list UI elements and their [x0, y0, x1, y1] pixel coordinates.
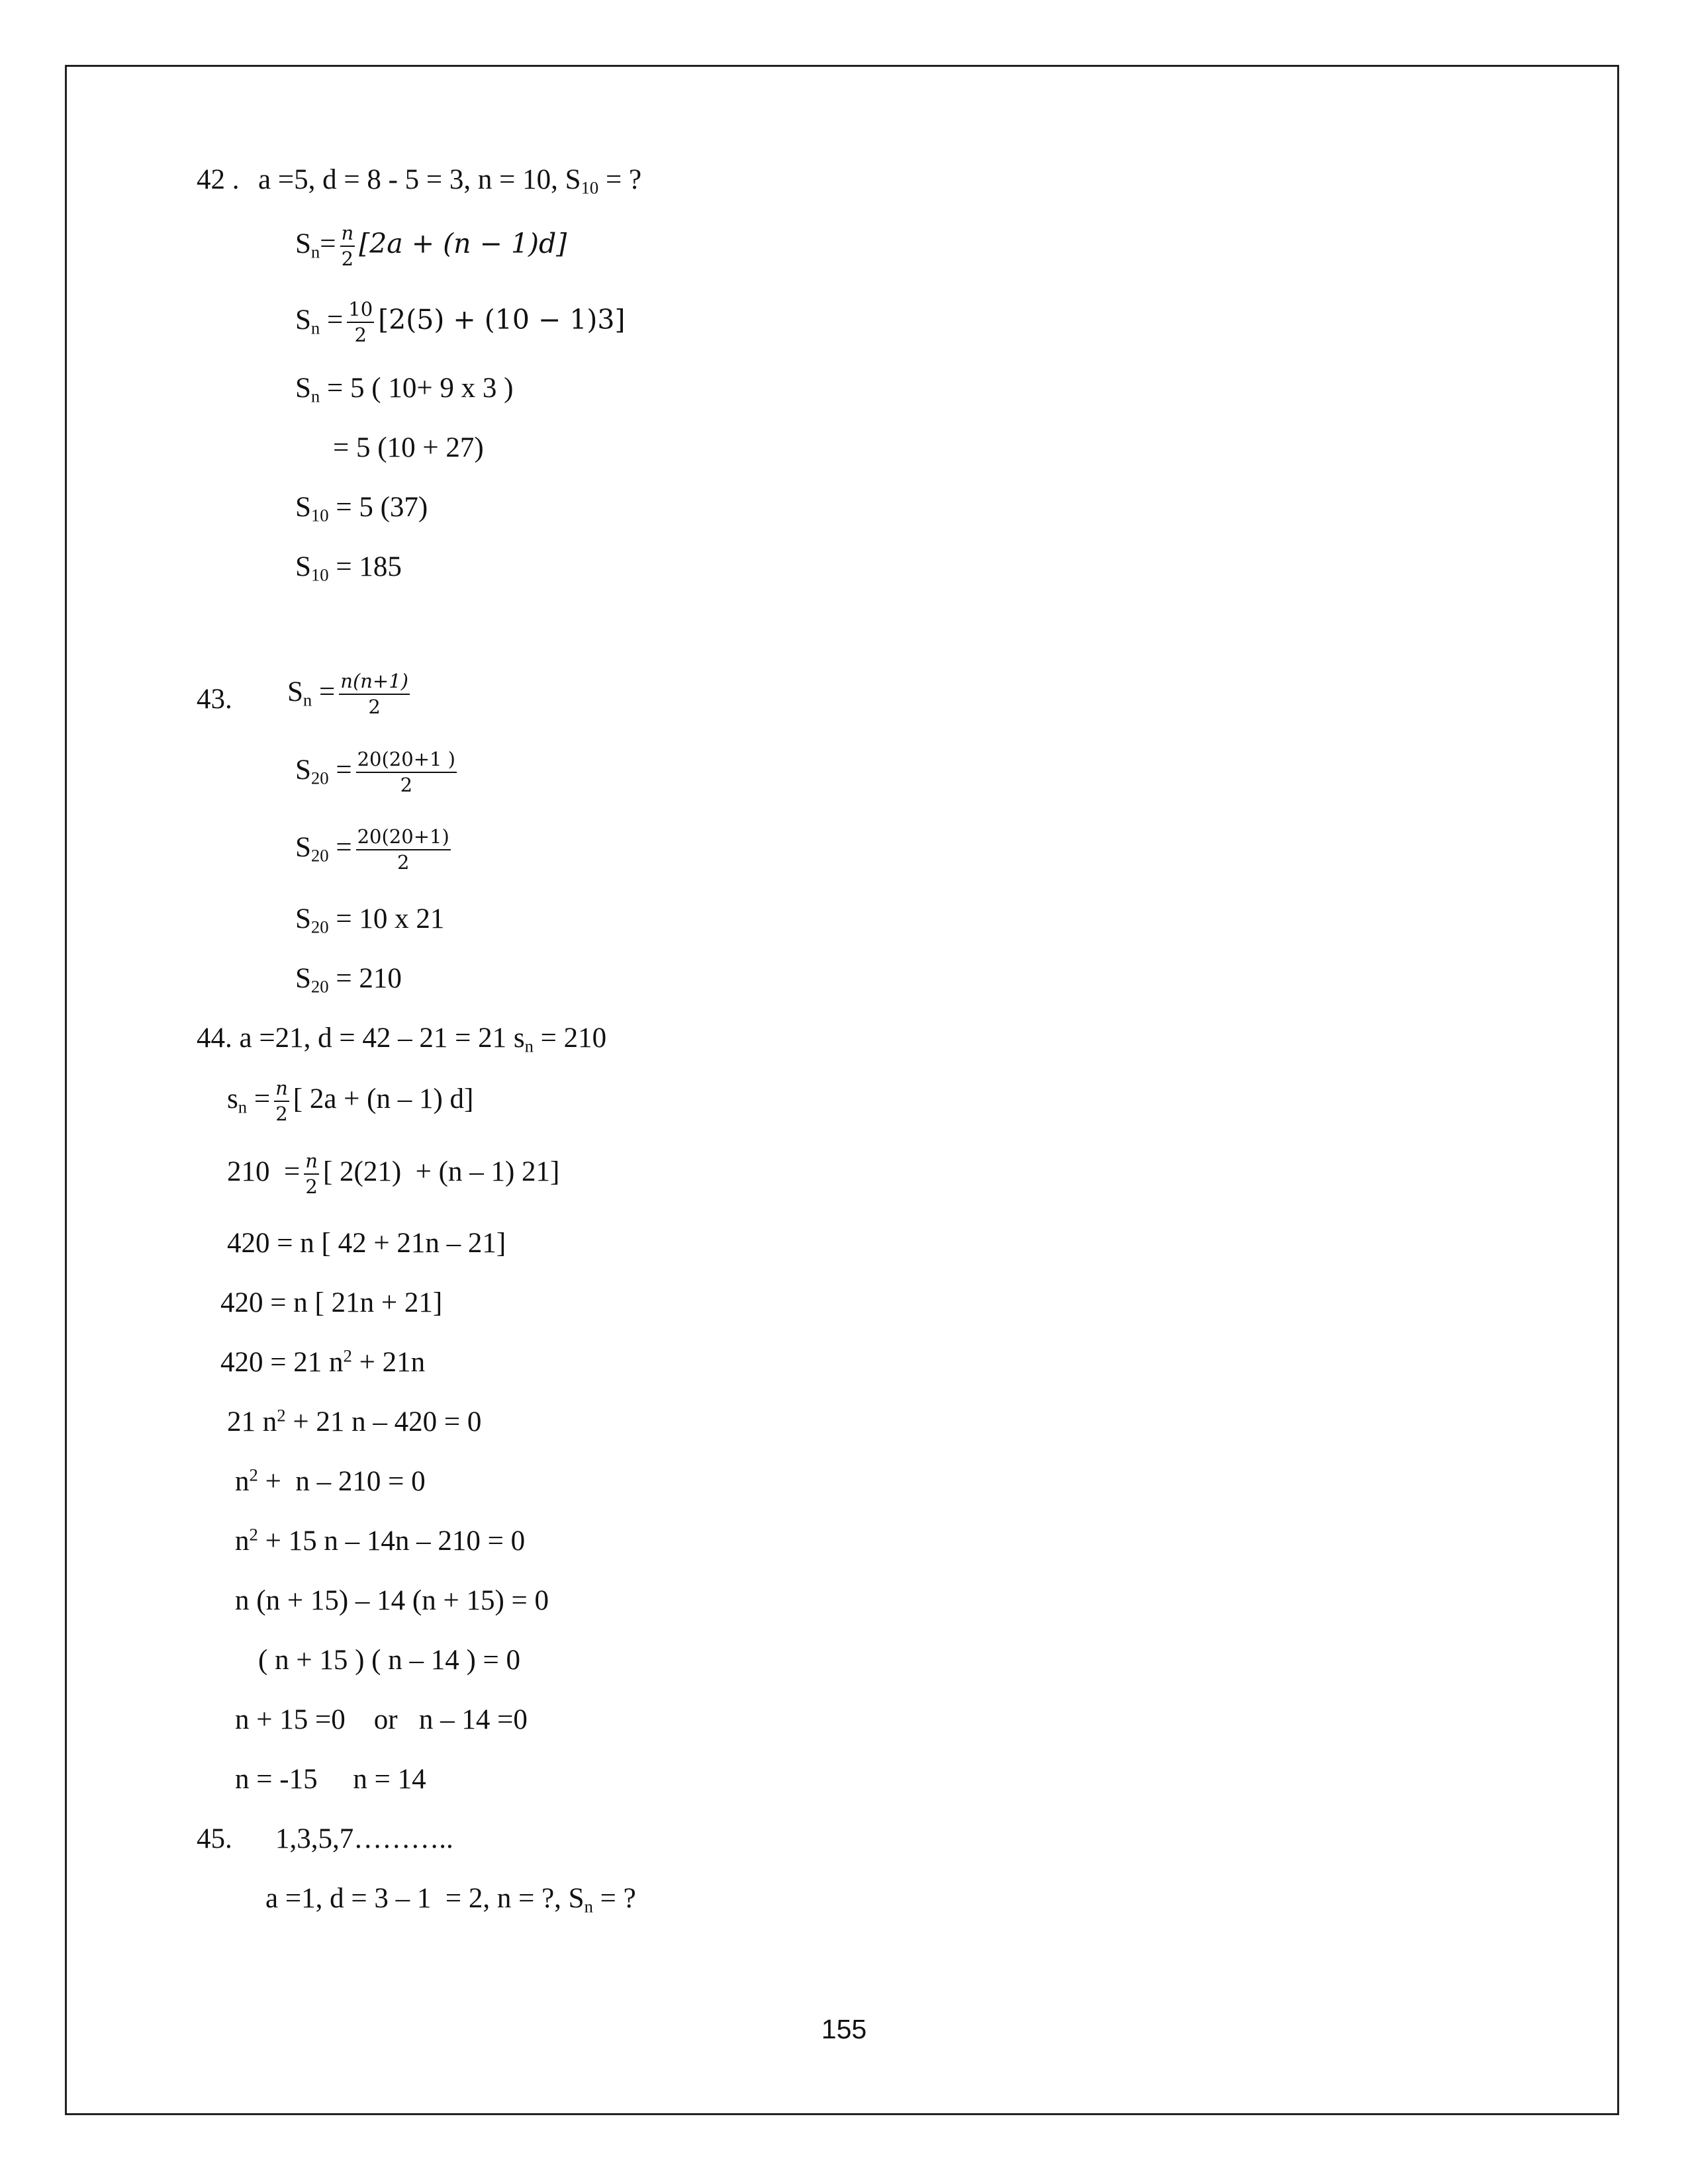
step-line: $S_{10} = 5$ (37) [295, 492, 428, 525]
fraction: $\frac{20(20+1 )}{2}$ [357, 748, 455, 796]
fraction: $\frac{20(20+1)}{2}$ [357, 825, 449, 874]
step-line: 420 = n [ 42 + 21n – 21] [227, 1228, 506, 1259]
result-line: $S_{20} = 210$ [295, 963, 402, 997]
fraction: $\frac{n}{2}$ [275, 1077, 288, 1125]
problem-42-label: 42 . [197, 164, 240, 195]
step-line: = 5 (10 + 27) [333, 432, 484, 463]
problem-45-label: 45. [197, 1823, 232, 1854]
step-line: 420 = n [ 21n + 21] [220, 1287, 443, 1318]
problem-44-given: 44. a =21, d = 42 – 21 = 21 $s_n = 210$ [197, 1023, 607, 1056]
fraction: $\frac{10}{2}$ [348, 298, 373, 346]
step-line: n (n + 15) – 14 (n + 15) = 0 [235, 1585, 549, 1616]
problem-43-label: 43. [197, 684, 232, 715]
problem-45-given: a =1, d = 3 – 1 = 2, n = ?, $S_n$ = ? [265, 1883, 636, 1917]
step-line: $S_n = 5$ ( 10+ 9 x 3 ) [295, 373, 514, 406]
page-number: 155 [821, 2014, 867, 2044]
fraction: $\frac{n}{2}$ [341, 222, 354, 270]
step-line: 21 $n^2 + 21$ n – 420 = 0 [227, 1405, 482, 1437]
step-line: $S_{20} = 10$ x 21 [295, 903, 445, 937]
fraction: $\frac{n(n+1)}{2}$ [340, 670, 408, 718]
sum-formula-line: $S_n$ = $\frac{n(n+1)}{2}$ [287, 670, 408, 718]
sum-formula-line: $S_n=$ $\frac{n}{2}$ [2a + (n − 1)d] [295, 222, 567, 270]
substitution-line: $S_n$ = $\frac{10}{2}$ [2(5) + (10 − 1)3] [295, 298, 626, 346]
substitution-line: 210 = $\frac{n}{2}$ [ 2(21) + (n – 1) 21] [227, 1150, 560, 1198]
fraction: $\frac{n}{2}$ [305, 1150, 318, 1198]
substitution-line: $S_{20}$ = $\frac{20(20+1 )}{2}$ [295, 748, 455, 796]
step-line: 420 = 21 $n^2 + 21n$ [220, 1345, 426, 1378]
step-line: $n^2 + n - 210 = 0$ [235, 1465, 426, 1497]
result-line: n = -15 n = 14 [235, 1764, 426, 1795]
sequence-line: 1,3,5,7……….. [275, 1823, 453, 1854]
substitution-line: $S_{20}$ = $\frac{20(20+1)}{2}$ [295, 825, 449, 874]
step-line: n + 15 =0 or n – 14 =0 [235, 1704, 528, 1735]
sum-formula-line: $s_n$ = $\frac{n}{2}$ [ 2a + (n – 1) d] [227, 1077, 474, 1125]
result-line: $S_{10} = 185$ [295, 551, 402, 585]
step-line: $n^2 + 15$ n – 14n – 210 = 0 [235, 1524, 526, 1557]
step-line: ( n + 15 ) ( n – 14 ) = 0 [258, 1645, 521, 1676]
problem-42-given: a =5, d = 8 - 5 = 3, n = 10, $S_{10}$ = ? [258, 164, 642, 198]
